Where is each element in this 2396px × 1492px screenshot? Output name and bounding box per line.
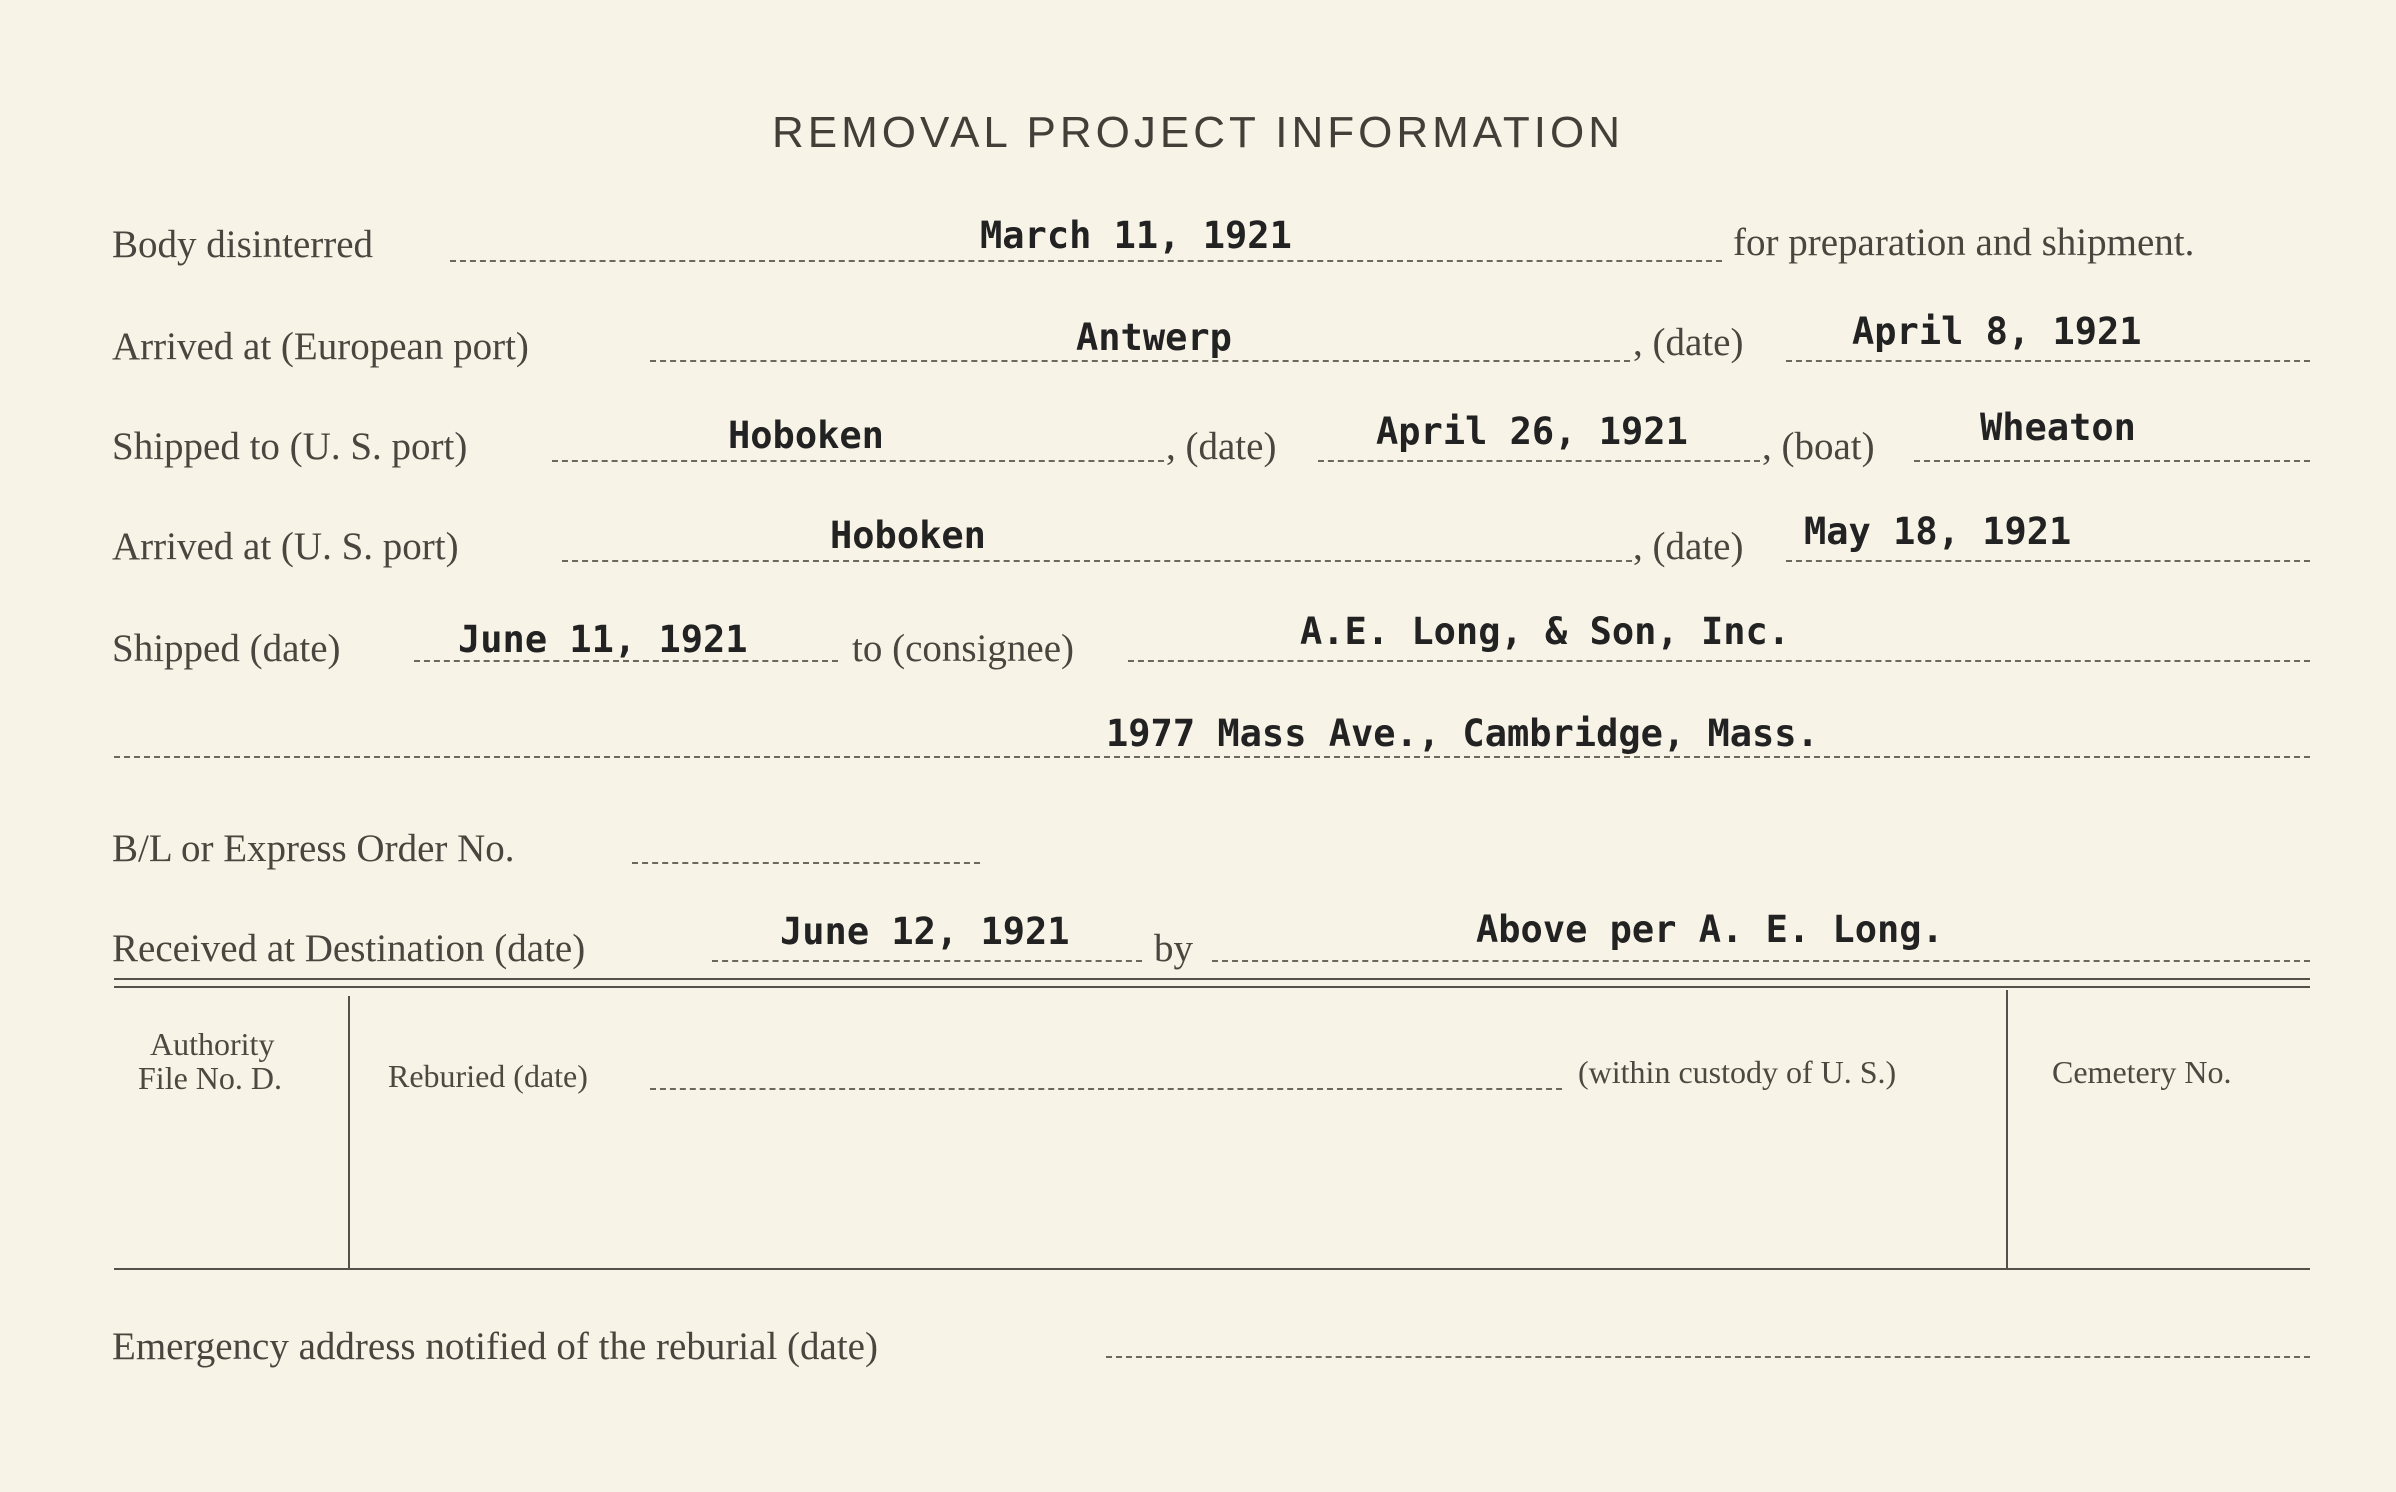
shipped-us-date-label: , (date) <box>1166 425 1277 468</box>
shipped-us-value: Hoboken <box>728 414 884 457</box>
table-divider-right <box>2006 990 2008 1268</box>
boat-line <box>1914 460 2310 462</box>
received-value: June 12, 1921 <box>780 910 1070 953</box>
european-port-line <box>650 360 1630 362</box>
table-top-rule-2 <box>114 986 2310 988</box>
emergency-label: Emergency address notified of the reburial (date) <box>112 1325 878 1368</box>
authority-label: Authority <box>150 1026 275 1062</box>
shipped-us-line <box>552 460 1164 462</box>
disinterred-suffix: for preparation and shipment. <box>1733 221 2195 264</box>
european-date-value: April 8, 1921 <box>1852 310 2142 353</box>
by-label: by <box>1154 927 1193 970</box>
shipped-date-label: Shipped (date) <box>112 627 341 670</box>
arrived-us-line <box>562 560 1632 562</box>
european-date-label: , (date) <box>1633 321 1744 364</box>
by-value: Above per A. E. Long. <box>1476 908 1944 951</box>
boat-label: , (boat) <box>1762 425 1875 468</box>
received-label: Received at Destination (date) <box>112 927 586 970</box>
disinterred-label: Body disinterred <box>112 223 374 266</box>
arrived-us-label: Arrived at (U. S. port) <box>112 525 459 568</box>
boat-value: Wheaton <box>1980 406 2136 449</box>
file-no-label: File No. D. <box>138 1060 282 1096</box>
shipped-date-value: June 11, 1921 <box>458 618 748 661</box>
disinterred-line <box>450 260 1722 262</box>
custody-label: (within custody of U. S.) <box>1578 1054 1897 1090</box>
consignee-label: to (consignee) <box>852 627 1075 670</box>
disinterred-value: March 11, 1921 <box>980 214 1292 257</box>
cemetery-label: Cemetery No. <box>2052 1054 2232 1090</box>
reburied-label: Reburied (date) <box>388 1058 588 1094</box>
bl-label: B/L or Express Order No. <box>112 827 515 870</box>
european-port-label: Arrived at (European port) <box>112 325 529 368</box>
arrived-us-date-value: May 18, 1921 <box>1804 510 2072 553</box>
consignee-value: A.E. Long, & Son, Inc. <box>1300 610 1791 653</box>
bl-line <box>632 862 980 864</box>
address-value: 1977 Mass Ave., Cambridge, Mass. <box>1106 712 1819 755</box>
arrived-us-date-line <box>1786 560 2310 562</box>
table-top-rule <box>114 978 2310 980</box>
received-line <box>712 960 1142 962</box>
arrived-us-date-label: , (date) <box>1633 525 1744 568</box>
european-port-value: Antwerp <box>1076 316 1232 359</box>
european-date-line <box>1786 360 2310 362</box>
shipped-us-date-value: April 26, 1921 <box>1376 410 1688 453</box>
by-line <box>1212 960 2310 962</box>
address-line <box>114 756 2310 758</box>
table-bottom-rule <box>114 1268 2310 1270</box>
shipped-us-date-line <box>1318 460 1760 462</box>
reburied-line <box>650 1088 1562 1090</box>
emergency-line <box>1106 1356 2310 1358</box>
shipped-us-label: Shipped to (U. S. port) <box>112 425 468 468</box>
page-title: REMOVAL PROJECT INFORMATION <box>772 108 1624 157</box>
consignee-line <box>1128 660 2310 662</box>
table-divider-left <box>348 996 350 1268</box>
arrived-us-value: Hoboken <box>830 514 986 557</box>
